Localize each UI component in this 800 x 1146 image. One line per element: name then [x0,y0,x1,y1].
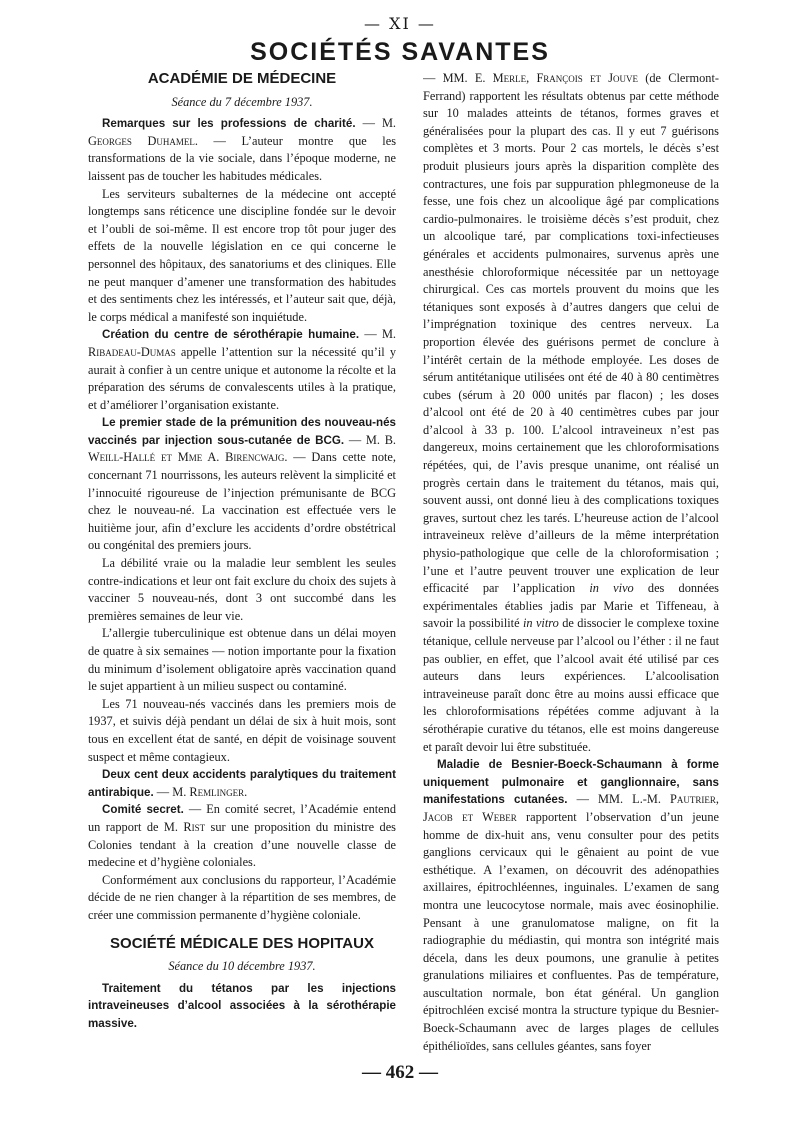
article-tetanos-heading [88,980,396,1033]
paragraph: Conformément aux conclusions du rapporteur, l’Académie décide de ne rien changer à la répartition de ses membres, de créer une commission permanente d’hygiène coloniale. [88,872,396,922]
article-besnier-boeck: Maladie de Besnier-Boeck-Schaumann à forme uniquement pulmonaire et ganglionnaire, sans manifestations cutanées. — MM. L.-M. Pautrier, Jacob et Weber rapportent l’observation d’un jeune homme de dix-huit ans, venu consulter pour des petits ganglions cervicaux qui le gênaient au point de vue esthétique. A l’examen, on découvrit des adénopathies axillaires, épitrochléennes, inguinales. L’examen de sang montra une leucocytose normale, mais avec éosinophilie. Pensant à une granulomatose maligne, on fit la radiographie du médiastin, qui montra son intégrité mais décela, dans les deux poumons, une granulie à petites granulations miliaires et confluentes. Pas de température, auscultation normale, bon état général. Un ganglion épitrochléen excisé montra la structure typique du Besnier-Boeck-Schaumann avec de larges plages de cellules épithélioïdes, sans cellules géantes, sans foyer [423,758,719,1053]
paragraph: L’allergie tuberculinique est obtenue dans un délai moyen de quatre à six semaines — notion importante pour la fixation du minimum d’isolement obligatoire après vaccination quand le sujet appartient à un milieu suspect ou contaminé. [88,626,396,694]
left-column [88,70,396,1060]
section-gap [88,925,396,935]
article-heading: Comité secret. [102,803,184,817]
article-heading: Le premier stade de la prémunition des nouveau-nés vaccinés par injection sous-cutanée de BCG. [88,416,396,447]
right-column [423,70,719,1060]
paragraph: Les serviteurs subalternes de la médecine ont accepté longtemps sans réticence une discipline fondée sur le devoir et l’oubli de soi-même. Il est encore trop tôt pour juger des effets de la nouvelle législation en ce qui concerne le personnel des hôpitaux, des sanatoriums et des cliniques. Elle ne peut manquer d’amener une transformation des habitudes et des sentiments chez les intéressés, et l’auteur sait que, déjà, le corps médical a manifesté son inquiétude. [88,186,396,324]
section-title-academie: ACADÉMIE DE MÉDECINE [147,70,337,87]
section-title-hopitaux: SOCIÉTÉ MÉDICALE DES HOPITAUX [110,934,374,952]
article-tetanos-body: — MM. E. Merle, François et Jouve (de Clermont-Ferrand) rapportent les résultats obtenus par cette méthode sur 10 malades atteints de tétanos, formes graves et généralisées pour la plupart des cas. Il y eut 7 guérisons complètes et 3 morts. Pour 2 cas mortels, le décès s’est produit plusieurs jours après la disparition complète des contractures, une fois par suppuration phlegmoneuse de la fesse, une fois chez un alcoolique âgé par complications cardio-pulmonaires. le troisième décès s’est produit, chez un alcoolique taré, par complications toxi-infectieuses générales et accidents pulmonaires, survenus après une anesthésie chloroformique nécessitée par un nettoyage chirurgical. Ces cas mortels prouvent du moins que les tétaniques sont exposés à d’autres dangers que celui de l’imprégnation toxinique des centres nerveux. La proportion élevée des guérisons permet de conclure à l’intérêt certain de la méthode employée. Les doses de sérum antitétanique utilisées ont été de 40 à 80 centimètres cubes (sérum à 20 000 unités par flacon) ; les doses d’alcool ont été de 20 à 40 centimètres cubes par jour d’alcool à 33 p. 100. L’alcool intraveineux n’est pas dangereux, moins certainement que les chloroformisations répétées, qui, de l’avis presque unanime, ont réalisé un progrès certain dans le traitement du tétanos, mais qui, souvent aussi, ont donné lieu à des complications toxiques graves, surtout chez les tarés. L’heureuse action de l’alcool intraveineux relève d’ailleurs de la même interprétation physio-pathologique que celle de la chloroformisation ; l’une et l’autre peuvent trouver une explication de leur efficacité par l’application in vivo des données expérimentales établies jadis par Marie et Tiffeneau, à savoir la possibilité in vitro de dissocier le complexe toxine tétanique, cellule nerveuse par l’alcool ou l’éther : il ne faut pas oublier, en effet, que l’alcool avait été utilisé par ces auteurs dans leurs expériences. L’alcoolisation intraveineuse paraît donc être au moins aussi efficace que les chloroformisations répétées comme adjuvant à la sérothérapie curative du tétanos, elle est moins dangereuse et paraît devoir lui être substituée. [423,71,719,754]
author-name: M. Ribadeau-Dumas [88,327,396,359]
article-heading: Remarques sur les professions de charité. [102,117,356,131]
seance-date-1: Séance du 7 décembre 1937. [171,94,313,109]
author-name: M. B. Weill-Hallé et Mme A. Birencwajg. [88,432,396,465]
paragraph: Les 71 nouveau-nés vaccinés dans les premiers mois de 1937, et suivis déjà pendant un délai de six à huit mois, sont tous en excellent état de santé, en dépit de voisinage souvent suspect et même contagieux. [88,696,396,764]
article-heading: Deux cent deux accidents paralytiques du traitement antirabique. [88,768,396,799]
article-heading: Maladie de Besnier-Boeck-Schaumann à forme uniquement pulmonaire et ganglionnaire, sans manifestations cutanées. [423,758,719,807]
article-serotherapie: Création du centre de sérothérapie humaine. — M. Ribadeau-Dumas appelle l’attention sur la nécessité qu’il y aurait à confier à un centre unique et autonome la récolte et la préparation des sérums de convalescents utiles à la pratique, et d’améliorer l’organisation existante. [88,327,396,412]
roman-folio: — XI — [364,14,436,33]
article-charite: Remarques sur les professions de charité. — M. Georges Duhamel. — L’auteur montre que les transformations de la vie sociale, dans l’époque moderne, ne laissent pas de toucher les habitudes médicales. [88,116,396,183]
author-name: M. Rist [163,819,206,834]
article-bcg: Le premier stade de la prémunition des nouveau-nés vaccinés par injection sous-cutanée de BCG. — M. B. Weill-Hallé et Mme A. Birencwajg. — Dans cette note, concernant 71 nourrissons, les auteurs relèvent la simplicité et l’innocuité rigoureuse de l’injection prémunisante de BCG chez le nouveau-né. La vaccination est effectuée vers le huitième jour, afin d’exclure les accidents d’ordre obstétrical ou congénital des premiers jours. [88,416,396,553]
author-name: M. Remlinger. [172,784,248,799]
page-number: — 462 — [362,1062,438,1083]
seance-date-2: Séance du 10 décembre 1937. [168,959,316,974]
article-heading: Création du centre de sérothérapie humaine. [102,328,360,342]
author-name: MM. L.-M. Pautrier, Jacob et Weber [423,792,719,824]
article-heading: Traitement du tétanos par les injections intraveineuses d’alcool associées à la sérothérapie massive. [88,981,396,1030]
page-title: SOCIÉTÉS SAVANTES [250,38,550,66]
article-antirabique: Deux cent deux accidents paralytiques du traitement antirabique. — M. Remlinger. [88,768,396,799]
author-name: MM. E. Merle, François et Jouve [442,71,639,85]
article-comite-secret: Comité secret. — En comité secret, l’Académie entend un rapport de M. Rist sur une proposition du ministre des Colonies tendant à la creation d’une nouvelle classe de medecine et d’hygiène coloniales. [88,802,396,870]
paragraph: La débilité vraie ou la maladie leur semblent les seules contre-indications et leur ont fait exclure du choix des sujets à vacciner 5 nouveau-nés, dont 3 ont succombé dans les premières semaines de leur vie. [88,556,396,623]
author-name: M. Georges Duhamel. [88,116,396,148]
